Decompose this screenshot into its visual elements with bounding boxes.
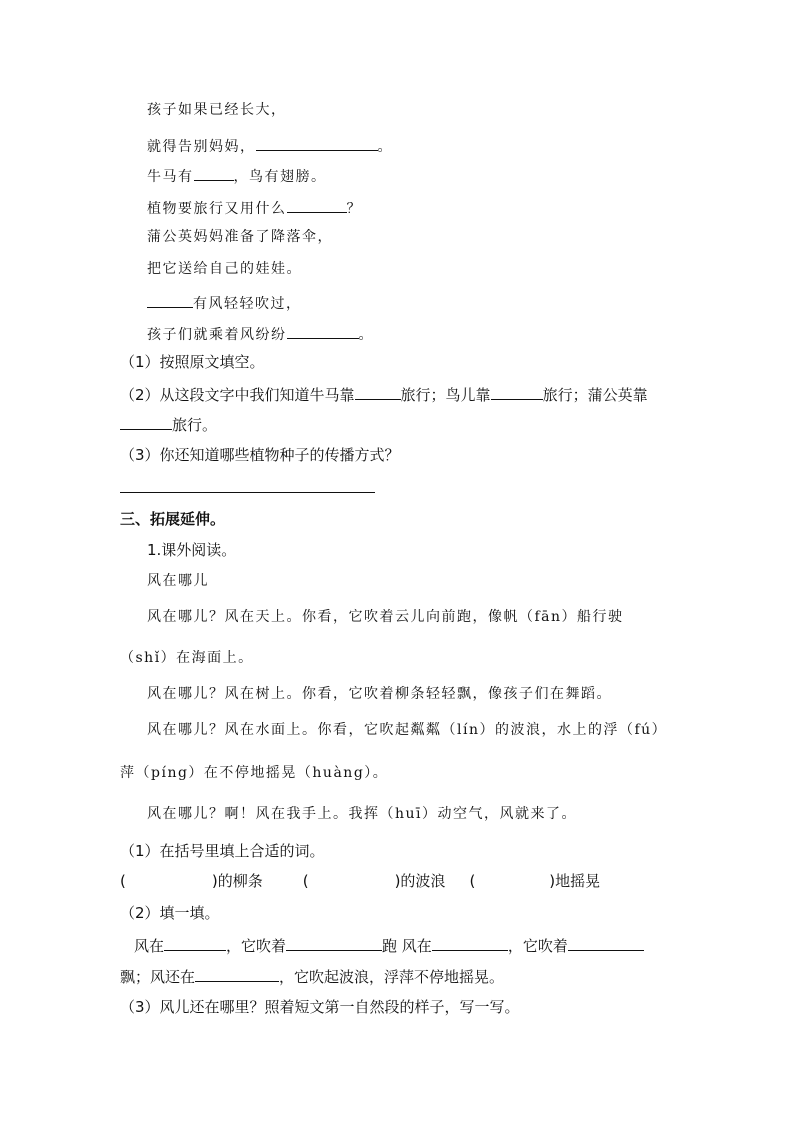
answer-blank[interactable] — [147, 291, 193, 308]
answer-blank[interactable] — [256, 134, 378, 151]
fill-text-c: 跑 风在 — [382, 937, 432, 955]
question-2-text-b: 旅行；鸟儿靠 — [400, 386, 491, 404]
reading-title: 风在哪儿 — [147, 573, 209, 589]
question-2-text-d: 旅行。 — [172, 416, 218, 434]
answer-blank[interactable] — [287, 322, 359, 339]
question-3: （3）你还知道哪些植物种子的传播方式？ — [120, 446, 400, 464]
question-2-text-a: （2）从这段文字中我们知道牛马靠 — [120, 386, 355, 404]
answer-blank[interactable] — [355, 383, 401, 400]
question-1: （1）按照原文填空。 — [120, 353, 265, 371]
reading-paragraph-3: 风在哪儿？风在水面上。你看，它吹起粼粼（lín）的波浪，水上的浮（fú） — [147, 722, 668, 738]
answer-blank[interactable] — [568, 934, 644, 951]
poem-line-6: 把它送给自己的娃娃。 — [147, 261, 302, 277]
poem-line-4-end: ？ — [346, 201, 362, 217]
answer-blank[interactable] — [491, 383, 543, 400]
poem-line-3-text: 牛马有 — [147, 169, 194, 185]
poem-line-8-end: 。 — [358, 327, 374, 343]
paren-open: ( — [302, 872, 309, 890]
question-2-text-c: 旅行；蒲公英靠 — [542, 386, 648, 404]
poem-line-7 — [147, 291, 302, 314]
question-2 — [120, 383, 648, 405]
question-2-cont — [120, 413, 217, 435]
reading-paragraph-4: 风在哪儿？啊！风在我手上。我挥（huī）动空气，风就来了。 — [147, 806, 578, 822]
poem-line-8-text: 孩子们就乘着风纷纷 — [147, 327, 287, 343]
reading-paragraph-1-cont: （shǐ）在海面上。 — [120, 650, 254, 666]
paren-open: ( — [120, 872, 126, 890]
reading-paragraph-3-cont: 萍（píng）在不停地摇晃（huàng）。 — [120, 765, 389, 781]
reading-question-1: （1）在括号里填上合适的词。 — [120, 842, 325, 860]
poem-line-7-text: 有风轻轻吹过， — [193, 296, 302, 312]
paren-open: ( — [469, 872, 476, 890]
poem-line-3 — [147, 164, 327, 187]
poem-line-3-end: ，鸟有翅膀。 — [233, 169, 327, 185]
answer-blank[interactable] — [120, 413, 172, 430]
answer-line[interactable] — [120, 492, 375, 493]
answer-blank[interactable] — [194, 164, 234, 181]
poem-line-8 — [147, 322, 374, 345]
fill-line-2 — [120, 965, 504, 987]
reading-paragraph-2: 风在哪儿？风在树上。你看，它吹着柳条轻轻飘，像孩子们在舞蹈。 — [147, 686, 612, 702]
poem-line-5: 蒲公英妈妈准备了降落伞， — [147, 229, 333, 245]
answer-blank[interactable] — [286, 934, 382, 951]
reading-question-3: （3）风儿还在哪里？照着短文第一自然段的样子，写一写。 — [120, 998, 520, 1016]
phrase-waves: )的波浪 — [394, 872, 446, 890]
phrase-fill-row — [120, 871, 600, 891]
poem-line-2 — [147, 134, 393, 157]
fill-text-f: ，它吹起波浪，浮萍不停地摇晃。 — [279, 968, 505, 986]
poem-line-4-text: 植物要旅行又用什么 — [147, 201, 287, 217]
poem-line-4 — [147, 196, 362, 219]
fill-text-a: 风在 — [134, 937, 165, 955]
poem-line-2-text: 就得告别妈妈， — [147, 139, 256, 155]
phrase-sway: )地摇晃 — [549, 872, 601, 890]
section-3-heading: 三、拓展延伸。 — [120, 510, 226, 528]
answer-blank[interactable] — [432, 934, 508, 951]
fill-line-1 — [134, 934, 644, 956]
answer-blank[interactable] — [195, 965, 279, 982]
fill-text-d: ，它吹着 — [507, 937, 568, 955]
poem-line-2-end: 。 — [377, 139, 393, 155]
fill-text-e: 飘；风还在 — [120, 968, 196, 986]
reading-question-2: （2）填一填。 — [120, 904, 220, 922]
poem-line-1: 孩子如果已经长大， — [147, 102, 287, 118]
answer-blank[interactable] — [287, 196, 347, 213]
reading-paragraph-1: 风在哪儿？风在天上。你看，它吹着云儿向前跑，像帆（fān）船行驶 — [147, 609, 624, 625]
section-3-subheading: 1.课外阅读。 — [147, 541, 237, 559]
phrase-willow: )的柳条 — [211, 872, 263, 890]
answer-blank[interactable] — [164, 934, 226, 951]
fill-text-b: ，它吹着 — [226, 937, 287, 955]
